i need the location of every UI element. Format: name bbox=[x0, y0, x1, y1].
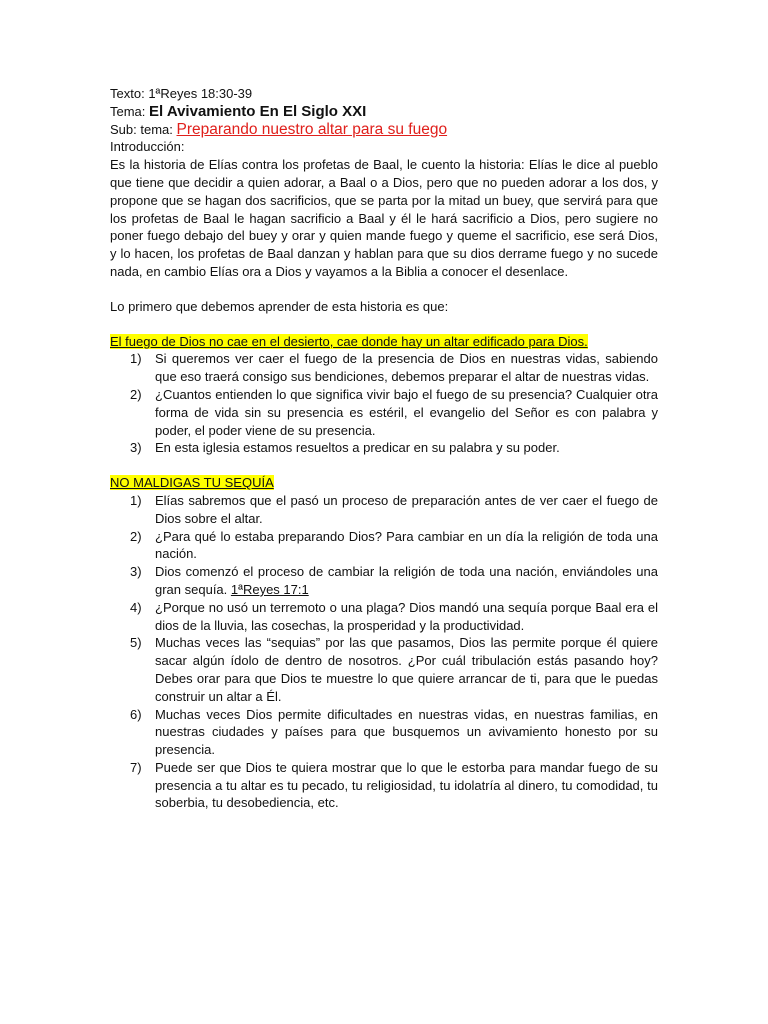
list-item bbox=[110, 634, 658, 705]
list-number: 3) bbox=[130, 564, 142, 580]
list-item bbox=[110, 350, 658, 386]
tema-label: Tema: bbox=[110, 103, 146, 119]
intro-label: Introducción: bbox=[110, 139, 185, 155]
list-item-text: ¿Cuantos entienden lo que significa vivir bajo el fuego de su presencia? Cualquier otra forma de vida sin su presencia es estéril, el evangelio del Señor es con palabra y poder, el poder viene de su presencia. bbox=[155, 386, 658, 438]
list-item-text: Dios comenzó el proceso de cambiar la religión de toda una nación, enviándoles una gran sequía. bbox=[155, 564, 658, 597]
list-item bbox=[110, 439, 658, 457]
spacer bbox=[110, 281, 658, 298]
texto-value: 1ªReyes 18:30-39 bbox=[148, 86, 253, 101]
document-page bbox=[110, 85, 658, 812]
section2-list bbox=[110, 492, 658, 812]
list-item bbox=[110, 759, 658, 812]
list-item-text: Muchas veces las “sequias” por las que pasamos, Dios las permite porque él quiere sacar algún ídolo de dentro de nosotros. ¿Por cuál tribulación estás pasando hoy? Debes orar para que Dios te muestre lo que quiere arrancar de ti, para que le puedas construir un altar a Él. bbox=[155, 635, 658, 704]
list-number: 5) bbox=[130, 635, 142, 651]
list-number: 2) bbox=[130, 386, 142, 402]
section1-heading-text: El fuego de Dios no cae en el desierto, cae donde hay un altar edificado para Dios. bbox=[110, 333, 588, 349]
section1-heading bbox=[110, 333, 658, 351]
list-item-text: Muchas veces Dios permite dificultades en nuestras vidas, en nuestras familias, en nuestras ciudades y países para que busquemos un avivamiento honesto por su presencia. bbox=[155, 706, 658, 758]
list-number: 1) bbox=[130, 492, 142, 508]
list-item-text: ¿Porque no usó un terremoto o una plaga? Dios mandó una sequía porque Baal era el dios de la lluvia, las cosechas, la prosperidad y la productividad. bbox=[155, 599, 658, 633]
texto-label: Texto: bbox=[110, 86, 145, 101]
spacer bbox=[110, 457, 658, 474]
list-number: 6) bbox=[130, 706, 142, 722]
first-learning: Lo primero que debemos aprender de esta historia es que: bbox=[110, 298, 449, 314]
list-number: 3) bbox=[130, 440, 142, 456]
list-item bbox=[110, 706, 658, 759]
subtema-label: Sub: tema: bbox=[110, 121, 173, 137]
subtema-line bbox=[110, 121, 658, 139]
list-item bbox=[110, 528, 658, 564]
subtema-value: Preparando nuestro altar para su fuego bbox=[176, 120, 448, 138]
list-item-text: En esta iglesia estamos resueltos a predicar en su palabra y su poder. bbox=[155, 440, 560, 456]
list-item bbox=[110, 599, 658, 635]
list-item-text: Puede ser que Dios te quiera mostrar que lo que le estorba para mandar fuego de su presencia a tu altar es tu pecado, tu religiosidad, tu idolatría al dinero, tu comodidad, tu soberbia, tu desobediencia, etc. bbox=[155, 759, 658, 811]
tema-line bbox=[110, 103, 658, 121]
spacer bbox=[110, 316, 658, 333]
bible-reference: 1ªReyes 17:1 bbox=[230, 581, 309, 597]
list-number: 2) bbox=[130, 528, 142, 544]
section2-heading bbox=[110, 474, 658, 492]
section1-list bbox=[110, 350, 658, 457]
list-number: 7) bbox=[130, 759, 142, 775]
list-item-text: Elías sabremos que el pasó un proceso de preparación antes de ver caer el fuego de Dios sobre el altar. bbox=[155, 492, 658, 526]
intro-paragraph: Es la historia de Elías contra los profetas de Baal, le cuento la historia: Elías le dice al pueblo que tiene que decidir a quien adorar, a Baal o a Dios, pero que no pueden adorar a los dos, y propone que se hagan dos sacrificios, que se parta por la mitad un buey, que servirá para que los profetas de Baal le hagan sacrificio a Baal y él le hará sacrificio a Dios, pero sugiere no poner fuego debajo del buey y orar y quien mande fuego y queme el sacrificio, ese será Dios, y lo hacen, los profetas de Baal danzan y hablan para que su dios derrame fuego y no sucede nada, en cambio Elías ora a Dios y vayamos a la Biblia a conocer el desenlace. bbox=[110, 157, 658, 279]
list-number: 4) bbox=[130, 599, 142, 615]
list-item-text: ¿Para qué lo estaba preparando Dios? Para cambiar en un día la religión de toda una nación. bbox=[155, 528, 658, 562]
texto-line bbox=[110, 85, 658, 103]
list-item bbox=[110, 563, 658, 599]
tema-value: El Avivamiento En El Siglo XXI bbox=[149, 102, 367, 120]
list-item bbox=[110, 492, 658, 528]
section2-heading-text: NO MALDIGAS TU SEQUÍA bbox=[110, 475, 274, 491]
list-item-text: Si queremos ver caer el fuego de la presencia de Dios en nuestras vidas, sabiendo que eso traerá consigo sus bendiciones, debemos preparar el altar de nuestras vidas. bbox=[155, 351, 658, 385]
list-number: 1) bbox=[130, 351, 142, 367]
list-item bbox=[110, 386, 658, 439]
